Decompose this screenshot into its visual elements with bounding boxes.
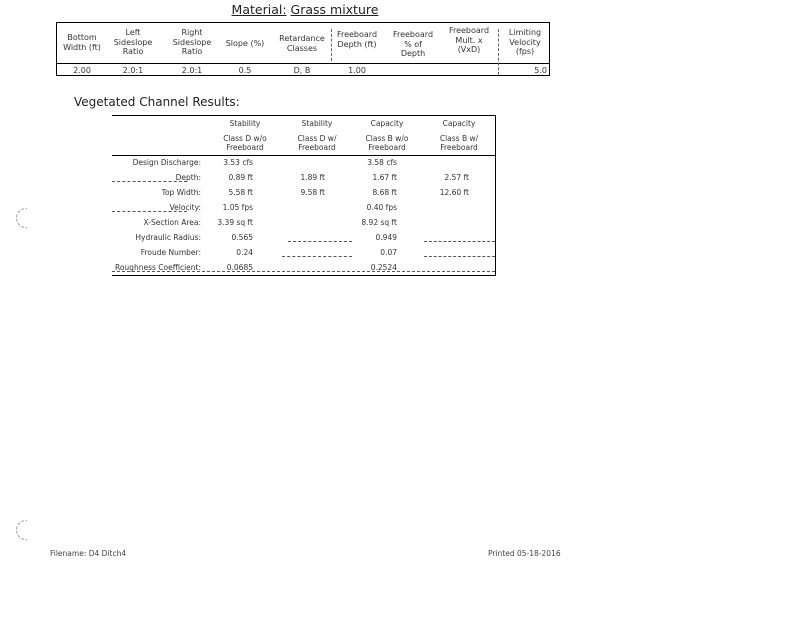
freeboard-divider-right — [498, 29, 499, 75]
result-cell: 2.57 ft — [444, 173, 469, 182]
header-right-sideslope: Right Sideslope Ratio — [172, 28, 212, 56]
col-sub-1: Class D w/o Freeboard — [223, 134, 267, 152]
row-label: Froude Number: — [140, 248, 201, 257]
parameters-header — [57, 23, 549, 64]
result-cell: 5.58 ft — [228, 188, 253, 197]
result-cell: 12.60 ft — [439, 188, 469, 197]
result-cell: 1.89 ft — [300, 173, 325, 182]
value-limiting-velocity: 5.0 — [534, 66, 547, 75]
col-group-1: Stability — [229, 119, 261, 128]
value-left-sideslope: 2.0:1 — [122, 66, 144, 75]
result-cell: 0.24 — [236, 248, 253, 257]
row-label: X-Section Area: — [143, 218, 201, 227]
footer-filename: Filename: D4 Ditch4 — [50, 549, 127, 558]
col-group-4: Capacity — [442, 119, 476, 128]
row-separator — [112, 271, 495, 272]
row-separator — [424, 241, 495, 242]
result-cell: 0.89 ft — [228, 173, 253, 182]
row-separator — [112, 211, 187, 212]
result-cell: 3.39 sq ft — [217, 218, 253, 227]
binder-hole-icon — [16, 208, 27, 228]
value-right-sideslope: 2.0:1 — [181, 66, 203, 75]
result-cell: 0.0685 — [226, 263, 253, 272]
row-separator — [112, 181, 187, 182]
header-freeboard-pct: Freeboard % of Depth — [392, 30, 434, 58]
header-slope: Slope (%) — [225, 39, 265, 48]
row-label: Depth: — [175, 173, 201, 182]
row-label: Velocity: — [169, 203, 201, 212]
result-cell: 8.68 ft — [372, 188, 397, 197]
result-cell: 9.58 ft — [300, 188, 325, 197]
material-title — [0, 2, 610, 17]
row-label: Design Discharge: — [132, 158, 201, 167]
result-cell: 1.05 fps — [222, 203, 253, 212]
row-separator — [424, 256, 495, 257]
parameters-table — [56, 22, 550, 76]
col-group-3: Capacity — [370, 119, 404, 128]
header-retardance: Retardance Classes — [279, 34, 325, 53]
footer-printed: Printed 05-18-2016 — [488, 549, 561, 558]
row-separator — [288, 241, 352, 242]
result-cell: 8.92 sq ft — [361, 218, 397, 227]
result-cell: 0.2524 — [370, 263, 397, 272]
binder-hole-icon — [16, 520, 27, 540]
value-freeboard-depth: 1.00 — [348, 66, 366, 75]
header-freeboard-depth: Freeboard Depth (ft) — [336, 30, 378, 49]
result-cell: 0.40 fps — [366, 203, 397, 212]
row-label: Hydraulic Radius: — [135, 233, 201, 242]
value-slope: 0.5 — [238, 66, 252, 75]
row-separator — [282, 256, 352, 257]
results-table — [112, 115, 496, 276]
result-cell: 0.949 — [375, 233, 397, 242]
material-value: Grass mixture — [290, 2, 379, 17]
result-cell: 3.58 cfs — [367, 158, 397, 167]
col-sub-2: Class D w/ Freeboard — [297, 134, 337, 152]
result-cell: 0.07 — [380, 248, 397, 257]
col-sub-3: Class B w/o Freeboard — [365, 134, 409, 152]
result-cell: 3.53 cfs — [223, 158, 253, 167]
header-freeboard-mult: Freeboard Mult. x (VxD) — [448, 26, 490, 54]
col-group-2: Stability — [301, 119, 333, 128]
section-title: Vegetated Channel Results: — [74, 95, 240, 109]
freeboard-divider-left — [331, 29, 332, 61]
results-top-border — [112, 115, 495, 116]
value-bottom-width: 2.00 — [73, 66, 91, 75]
row-label: Top Width: — [161, 188, 201, 197]
header-bottom-width: Bottom Width (ft) — [63, 33, 101, 52]
material-label: Material: — [231, 2, 287, 17]
col-sub-4: Class B w/ Freeboard — [439, 134, 479, 152]
result-cell: 1.67 ft — [372, 173, 397, 182]
result-cell: 0.565 — [231, 233, 253, 242]
row-label: Roughness Coefficient: — [114, 263, 201, 272]
header-left-sideslope: Left Sideslope Ratio — [113, 28, 153, 56]
header-limiting-velocity: Limiting Velocity (fps) — [508, 28, 542, 56]
results-header-border — [112, 155, 495, 156]
value-retardance: D, B — [293, 66, 311, 75]
